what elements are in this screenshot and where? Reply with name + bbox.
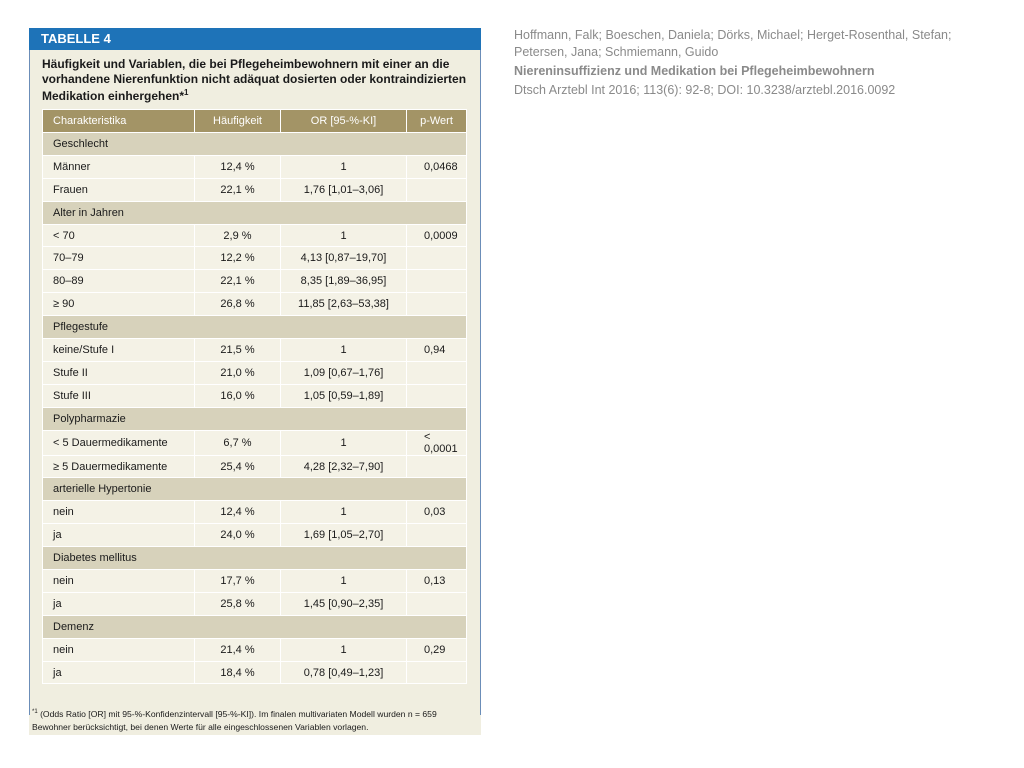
cell-or: 11,85 [2,63–53,38] (281, 293, 407, 316)
group-row (43, 316, 467, 339)
group-label: Polypharmazie (43, 407, 467, 430)
cell-frequency: 25,8 % (195, 592, 281, 615)
group-row (43, 407, 467, 430)
cell-frequency: 26,8 % (195, 293, 281, 316)
group-label: Alter in Jahren (43, 201, 467, 224)
table-label: TABELLE 4 (29, 28, 481, 50)
cell-frequency: 21,5 % (195, 339, 281, 362)
group-label: Geschlecht (43, 133, 467, 156)
cell-p-value: 0,29 (407, 638, 467, 661)
cell-frequency: 21,4 % (195, 638, 281, 661)
cell-or: 1 (281, 501, 407, 524)
cell-p-value (407, 178, 467, 201)
group-row (43, 478, 467, 501)
table-figure (29, 28, 481, 735)
table-row (43, 361, 467, 384)
cell-frequency: 12,4 % (195, 155, 281, 178)
group-label: Diabetes mellitus (43, 547, 467, 570)
cell-or: 1,76 [1,01–3,06] (281, 178, 407, 201)
table-row (43, 293, 467, 316)
cell-or: 1,69 [1,05–2,70] (281, 524, 407, 547)
cell-characteristic: keine/Stufe I (43, 339, 195, 362)
data-table (42, 109, 467, 684)
cell-or: 1 (281, 570, 407, 593)
cell-or: 1 (281, 339, 407, 362)
cell-p-value: 0,13 (407, 570, 467, 593)
cell-or: 0,78 [0,49–1,23] (281, 661, 407, 684)
cell-characteristic: Stufe II (43, 361, 195, 384)
table-row (43, 501, 467, 524)
cell-frequency: 22,1 % (195, 178, 281, 201)
column-header: OR [95-%-KI] (281, 110, 407, 133)
table-title-sup: 1 (184, 88, 189, 97)
citation-authors: Hoffmann, Falk; Boeschen, Daniela; Dörks, Michael; Herget-Rosenthal, Stefan; Petersen, Jana; Schmiemann, Guido (514, 28, 952, 59)
cell-characteristic: 70–79 (43, 247, 195, 270)
table-row (43, 430, 467, 455)
column-header: p-Wert (407, 110, 467, 133)
table-row (43, 570, 467, 593)
table-row (43, 270, 467, 293)
group-row (43, 547, 467, 570)
cell-characteristic: < 5 Dauermedikamente (43, 430, 195, 455)
table-title-text: Häufigkeit und Variablen, die bei Pflegeheimbewohnern mit einer an die vorhandene Nierenfunktion nicht adäquat dosierten oder kontraindizierten Medikation einhergehen* (42, 57, 467, 103)
group-row (43, 615, 467, 638)
cell-frequency: 25,4 % (195, 455, 281, 478)
cell-characteristic: ≥ 90 (43, 293, 195, 316)
cell-or: 4,13 [0,87–19,70] (281, 247, 407, 270)
cell-or: 4,28 [2,32–7,90] (281, 455, 407, 478)
table-row (43, 524, 467, 547)
group-label: Demenz (43, 615, 467, 638)
cell-frequency: 6,7 % (195, 430, 281, 455)
cell-frequency: 12,2 % (195, 247, 281, 270)
cell-characteristic: Stufe III (43, 384, 195, 407)
cell-p-value (407, 270, 467, 293)
cell-or: 1 (281, 224, 407, 247)
cell-or: 1,45 [0,90–2,35] (281, 592, 407, 615)
cell-frequency: 16,0 % (195, 384, 281, 407)
cell-frequency: 18,4 % (195, 661, 281, 684)
cell-p-value (407, 592, 467, 615)
cell-characteristic: Frauen (43, 178, 195, 201)
table-row (43, 455, 467, 478)
cell-p-value: < 0,0001 (407, 430, 467, 455)
cell-frequency: 24,0 % (195, 524, 281, 547)
group-label: arterielle Hypertonie (43, 478, 467, 501)
cell-characteristic: nein (43, 501, 195, 524)
table-title (42, 57, 472, 104)
cell-or: 1 (281, 430, 407, 455)
cell-frequency: 17,7 % (195, 570, 281, 593)
cell-p-value (407, 524, 467, 547)
cell-p-value (407, 293, 467, 316)
cell-or: 8,35 [1,89–36,95] (281, 270, 407, 293)
cell-frequency: 22,1 % (195, 270, 281, 293)
cell-p-value (407, 455, 467, 478)
table-row (43, 384, 467, 407)
cell-characteristic: ja (43, 524, 195, 547)
table-row (43, 638, 467, 661)
table-row (43, 155, 467, 178)
footnote-text: (Odds Ratio [OR] mit 95-%-Konfidenzintervall [95-%-KI]). Im finalen multivariaten Modell wurden n = 659 Bewohner berücksichtigt, bei denen Werte für alle eingeschlossenen Variablen vorlagen. (32, 708, 437, 732)
cell-p-value (407, 384, 467, 407)
table-body (43, 133, 467, 684)
cell-or: 1,09 [0,67–1,76] (281, 361, 407, 384)
table-row (43, 339, 467, 362)
citation (514, 27, 994, 99)
cell-p-value: 0,03 (407, 501, 467, 524)
cell-or: 1 (281, 638, 407, 661)
citation-title: Niereninsuffizienz und Medikation bei Pflegeheimbewohnern (514, 64, 875, 78)
cell-p-value (407, 247, 467, 270)
table-row (43, 224, 467, 247)
table-header-row (43, 110, 467, 133)
cell-or: 1 (281, 155, 407, 178)
table-row (43, 592, 467, 615)
cell-frequency: 21,0 % (195, 361, 281, 384)
cell-characteristic: ja (43, 661, 195, 684)
cell-p-value: 0,94 (407, 339, 467, 362)
column-header: Häufigkeit (195, 110, 281, 133)
column-header: Charakteristika (43, 110, 195, 133)
footnote-sup: *1 (32, 709, 38, 715)
citation-source: Dtsch Arztebl Int 2016; 113(6): 92-8; DOI: 10.3238/arztebl.2016.0092 (514, 83, 896, 97)
group-row (43, 133, 467, 156)
cell-characteristic: 80–89 (43, 270, 195, 293)
cell-p-value: 0,0009 (407, 224, 467, 247)
cell-characteristic: ja (43, 592, 195, 615)
cell-frequency: 12,4 % (195, 501, 281, 524)
group-label: Pflegestufe (43, 316, 467, 339)
cell-characteristic: Männer (43, 155, 195, 178)
cell-p-value (407, 361, 467, 384)
cell-or: 1,05 [0,59–1,89] (281, 384, 407, 407)
cell-p-value (407, 661, 467, 684)
cell-characteristic: ≥ 5 Dauermedikamente (43, 455, 195, 478)
group-row (43, 201, 467, 224)
table-row (43, 178, 467, 201)
cell-p-value: 0,0468 (407, 155, 467, 178)
table-row (43, 661, 467, 684)
cell-characteristic: nein (43, 570, 195, 593)
table-footnote (32, 706, 477, 734)
cell-frequency: 2,9 % (195, 224, 281, 247)
cell-characteristic: nein (43, 638, 195, 661)
table-row (43, 247, 467, 270)
cell-characteristic: < 70 (43, 224, 195, 247)
